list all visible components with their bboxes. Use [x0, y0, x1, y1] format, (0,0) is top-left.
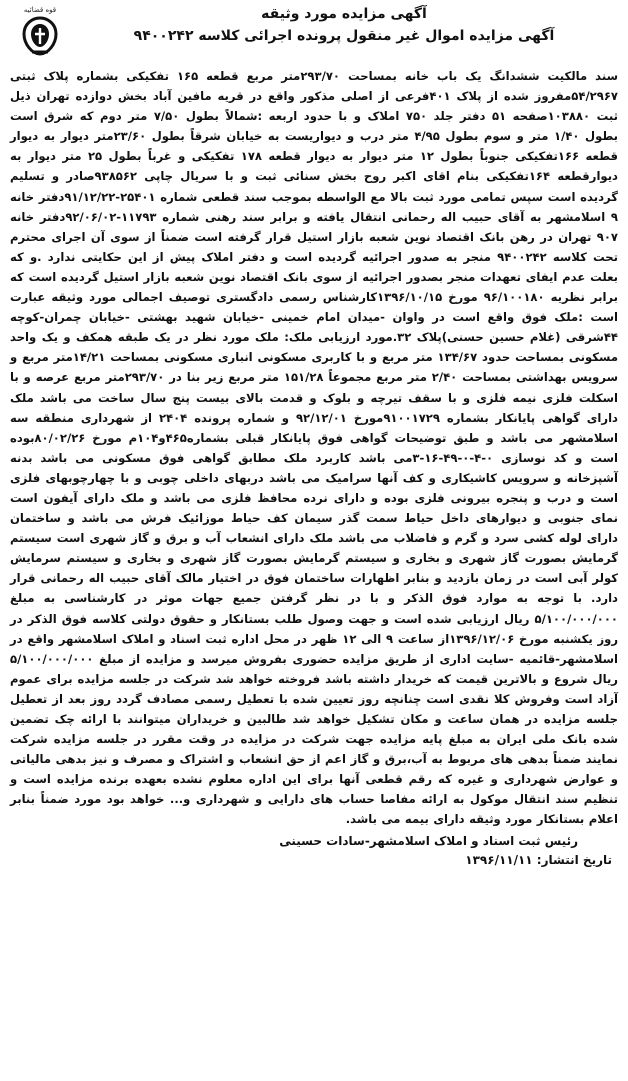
publication-date: تاریخ انتشار: ۱۳۹۶/۱۱/۱۱ [465, 852, 612, 867]
signature-line: رئیس ثبت اسناد و املاک اسلامشهر-سادات حسینی [279, 833, 578, 848]
logo-caption: قوه قضائیه [23, 6, 57, 14]
judiciary-logo [12, 6, 68, 62]
judiciary-emblem-icon [18, 14, 62, 58]
notice-title: آگهی مزایده مورد وثیقه [261, 6, 427, 22]
notice-subtitle: آگهی مزایده اموال غیر منقول پرونده اجرائی کلاسه ۹۴۰۰۲۴۲ [133, 28, 555, 44]
notice-header [10, 4, 618, 66]
notice-body: سند مالکیت ششدانگ یک باب خانه بمساحت ۲۹۳/۷۰متر مربع قطعه ۱۶۵ تفکیکی بشماره پلاک ثبتی ۵۴/۲۹۶۷مفروز شده از پلاک ۴۰۱فرعی از اصلی مذکور واقع در قریه مافین آباد بخش دوازده تهران ذیل ثبت ۱۰۳۸۸۰صفحه ۵۱ دفتر جلد ۷۵۰ املاک و با حدود اربعه :شمالاً بطول ۷/۵۰ متر دوم که شرق است بطول ۱/۴۰ متر و سوم بطول ۴/۹۵ متر درب و دیواریست به خیابان شرقاً بطول ۲۳/۶۰متر دیوار به دیوار قطعه ۱۶۶تفکیکی جنوباً بطول ۱۲ متر دیوار به دیوار قطعه ۱۷۸ تفکیکی و غرباً بطول ۲۵ متر دیوار به دیوارقطعه ۱۶۴تفکیکی بنام اقای اکبر روح بخش سنائی ثبت و با سریال چاپی ۹۳۸۵۶۲صادر و تسلیم گردیده است سپس تمامی مورد ثبت بالا مع الواسطه بموجب سند قطعی شماره ۲۵۴۰۱-۹۱/۱۲/۲۲دفتر خانه ۹ اسلامشهر به آقای حبیب اله رحمانی انتقال یافته و برابر سند رهنی شماره ۱۱۷۹۳-۹۲/۰۶/۰۲دفتر خانه ۹۰۷ تهران در رهن بانک اقتصاد نوین شعبه بازار استیل قرار گرفته است ضمناً از سوی آن اجرای محترم تحت کلاسه ۹۴۰۰۲۴۲ منجر به صدور اجرائیه گردیده است و دفتر املاک پیش از این حکایتی ندارد .و که بعلت عدم ایفای تعهدات منجر بصدور اجرائیه از سوی بانک اقتصاد نوین شعبه بازار استیل گردیده است که برابر نظریه ۹۶/۱۰۰۱۸۰ مورخ ۱۳۹۶/۱۰/۱۵کارشناس رسمی دادگستری توصیف اجمالی مورد وثیقه عبارت است :ملک فوق واقع است در واوان -میدان امام خمینی -خیابان شهید بهشتی -خیابان چمران-کوچه ۴۴شرقی (غلام حسین حسنی)پلاک ۳۲.مورد ارزیابی ملک: ملک مورد نظر در یک طبقه همکف و یک واحد مسکونی بمساحت حدود ۱۳۴/۶۷ متر مربع و با کاربری مسکونی انباری مسکونی بمساحت ۱۴/۲۱متر مربع و سرویس بهداشتی بمساحت ۲/۴۰ متر مربع مجموعاً ۱۵۱/۲۸ متر مربع زیر بنا در ۲۹۳/۷۰متر مربع عرصه و با اسکلت فلزی نیمه فلزی و با سقف تیرچه و بلوک و قدمت بالای بیست پنج سال ساخت می باشد ملک دارای گواهی پایانکار بشماره ۹۱۰۰۱۷۲۹مورخ ۹۲/۱۲/۰۱ و شماره پرونده ۲۴۰۴ از شهرداری منطقه سه اسلامشهر می باشد و طبق توضیحات گواهی فوق پایانکار قبلی بشماره۴۶۵و۱۰۴م مورخ ۸۰/۰۲/۲۶بوده است و کد نوسازی ۰-۴-۰-۴۹-۱۶-۳می باشد کاربرد ملک مطابق گواهی فوق مسکونی می باشد بدنه آشپزخانه و سرویس کاشیکاری و کف آنها سرامیک می باشد دربهای داخلی چوبی و با چهارچوبهای فلزی است و درب و پنجره بیرونی فلزی بوده و دارای نرده محافظ فلزی می باشد و ملک دارای آیفون است نمای جنوبی و دیوارهای داخل حیاط سمت گذر سیمان کف حیاط موزائیک فرش می باشد و ساختمان دارای لوله کشی سرد و گرم و فاضلاب می باشد ملک دارای انشعاب آب و برق و گاز شهری است سیستم گرمایش بصورت گاز شهری و بخاری و سیستم گرمایش بصورت گاز شهری و بخاری و سیستم سرمایش کولر آبی است در زمان بازدید و بنابر اظهارات ساختمان فوق در اختیار مالک آقای حبیب اله رحمانی قرار دارد. با توجه به موارد فوق الذکر و با در نظر گرفتن جمیع جهات موثر در کارشناسی به مبلغ ۵/۱۰۰/۰۰۰/۰۰۰ ریال ارزیابی شده است و جهت وصول طلب بستانکار و حقوق دولتی کلاسه فوق الذکر در روز یکشنبه مورخ ۱۳۹۶/۱۲/۰۶از ساعت ۹ الی ۱۲ ظهر در محل اداره ثبت اسناد و املاک اسلامشهر واقع در اسلامشهر-قائمیه -سایت اداری از طریق مزایده حضوری بفروش میرسد و مزایده از مبلغ ۵/۱۰۰/۰۰۰/۰۰۰ ریال شروع و بالاترین قیمت که خریدار داشته باشد فروخته خواهد شد شرکت در جلسه مزایده برای عموم آزاد است وفروش کلا نقدی است چنانچه روز تعیین شده با تعطیل رسمی مصادف گردد روز بعد از تعطیل جلسه مزایده در همان ساعت و مکان تشکیل خواهد شد طالبین و خریداران میتوانند با ارائه چک تضمین شده بانک ملی ایران به مبلغ پایه مزایده جهت شرکت در مزایده در وقت مقرر در جلسه مزایده شرکت نمایند ضمناً بدهی های مربوط به آب،برق و گاز اعم از حق انشعاب و اشتراک و مصرف و نیز بدهی مالیاتی و عوارض شهرداری و غیره که رقم قطعی آنها برای این اداره معلوم نشده بعهده برنده مزایده است و تنظیم سند انتقال موکول به ارائه مفاصا حساب های دارایی و شهرداری و... خواهد بود مورد ضمناً بنابر اعلام بستانکار مورد وثیقه دارای بیمه می باشد. [10, 69, 619, 827]
